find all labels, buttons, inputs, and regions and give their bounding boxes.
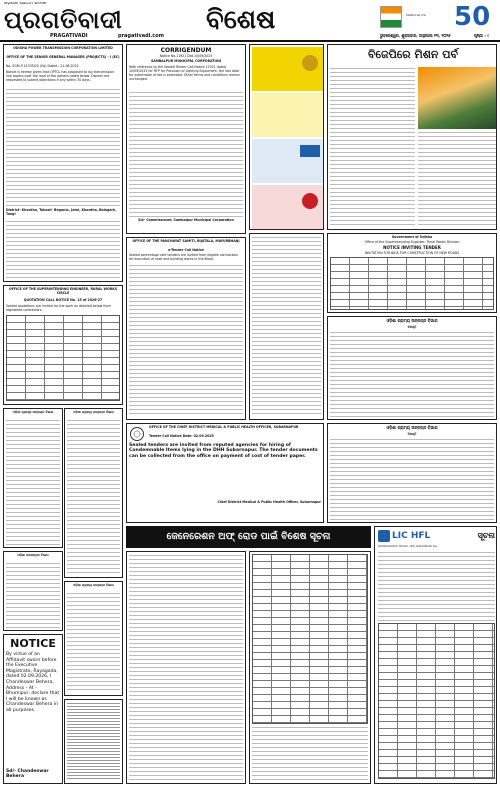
political-news-lines-right [418, 131, 496, 227]
corrigendum-sign: Sd/- Commissioner, Sambalpur Municipal Corporation [138, 218, 234, 222]
rwd-headline: NOTICE INVITING TENDER [383, 245, 441, 250]
left-odia-notice-1-title: ଓଡ଼ିଶା ଗ୍ରାମ୍ୟ ଉନ୍ନୟନ ବିଭାଗ [12, 410, 54, 414]
panchayat-title: OFFICE OF THE PANCHAYAT SAMITI, BIJATALA, MAYURBHANJ [132, 239, 240, 243]
panchayat-sub: e-Tender Call Notice [168, 248, 204, 252]
corrigendum-body: With reference to the Sealed Tender Call Notice 11921 dated 10/09/2025 for RFP for Provision of Lighting Equipment, the last date for submission of bid is extended. Other terms and conditions remain unchanged. [129, 65, 240, 81]
rwd-title: Government of Odisha [391, 235, 433, 239]
opt-header: ODISHA POWER TRANSMISSION CORPORATION LIMITED [13, 46, 113, 50]
masthead [0, 0, 500, 42]
page-number: ପୃଷ୍ଠା : ୯ [474, 34, 490, 38]
left-odia-notice-1-lines [6, 419, 60, 545]
left-odia-notice-2-title: ଓଡ଼ିଶା ଗ୍ରାମ୍ୟ ଉନ୍ନୟନ ବିଭାଗ [73, 410, 114, 414]
left-odia-notice-2-lines [67, 419, 120, 575]
left-odia-notice-3-lines [6, 562, 60, 628]
opt-office: OFFICE OF THE SENIOR GENERAL MANAGER (PROJECTS) - I (EC) [6, 55, 120, 59]
left-odia-notice-1 [3, 408, 63, 548]
banner-text: ଜେନେରେଶନ ଅଫ୍ ରୋଡ ପାଇଁ ବିଶେଷ ସୂଚନା [166, 531, 331, 542]
right-odia-tender-2-lines [330, 438, 494, 520]
name-change-notice [3, 634, 63, 784]
lic-logo-icon [378, 530, 390, 542]
anniversary-number: 50 [454, 2, 491, 32]
quotation-notice [3, 285, 123, 405]
health-title: OFFICE OF THE CHIEF DISTRICT MEDICAL & PUBLIC HEALTH OFFICER, SUBARNAPUR [149, 425, 299, 429]
health-body: Sealed tenders are invited from reputed agencies for hiring of Condemnable Items lying in the DHH Subarnapur. The tender documents can be collected from the office on payment of cost of tender paper. [129, 443, 318, 459]
opt-districts: District- Khordha, Tahasil- Begunia, Jatni, Khordha, Bolagarh, Tangi [6, 208, 117, 216]
corrigendum-org: SAMBALPUR MUNICIPAL CORPORATION [150, 59, 222, 63]
notice-title: NOTICE [10, 637, 56, 650]
promo-block-2 [252, 93, 323, 137]
health-logo-icon [130, 427, 144, 441]
rwd-body: INVITATION FOR BIDS FOR CONSTRUCTION OF NEW ROADS [364, 251, 460, 255]
lic-body: ସର୍ବସାଧାରଣଙ୍କ ଅବଗତି ପାଇଁ ଜଣାଯାଉଅଛି ଯେ [378, 545, 437, 548]
anniversary-caption: ଗୌରବମୟ ବର୍ଷ [406, 14, 426, 17]
political-news [327, 44, 497, 230]
left-small-ad [64, 699, 123, 784]
political-photo [418, 67, 496, 129]
centre-odia-story-lines [252, 236, 321, 417]
right-odia-tender-2-title: ଓଡ଼ିଶା ଗ୍ରାମ୍ୟ ଉନ୍ନୟନ ବିଭାଗ [386, 425, 438, 430]
notice-body: By virtue of an Affidavit sworn before the Executive Magistrate, Rayagada, dated 02.09.2026, I Chandeswar Behera, Address - At - Bhumipur, declare that I will be known as Chandeswar Behera in all purposes. [6, 652, 60, 713]
right-odia-tender-1-sub: ବିଜ୍ଞପ୍ତି [407, 325, 417, 329]
corrigendum-notice-no: Notice No.11921 Dtd.10/09/2025 [159, 54, 213, 58]
quotation-office: OFFICE OF THE SUPERINTENDING ENGINEER, RURAL WORKS CIRCLE [8, 287, 117, 295]
lower-table-notice [249, 551, 371, 784]
lower-table-lines [252, 726, 368, 781]
anniversary-flag-icon [380, 6, 402, 28]
panchayat-notice [126, 237, 246, 420]
lic-lines [378, 551, 495, 621]
road-generation-banner [126, 526, 371, 548]
health-sign: Chief District Medical & Public Health Officer, Subarnapur [217, 500, 321, 504]
promo-flower-icon [302, 193, 318, 209]
corrigendum-title: CORRIGENDUM [160, 47, 212, 54]
rwd-office: Office of the Superintending Engineer, Rural Works Division [364, 240, 460, 244]
opt-body: Notice is hereby given that OPTCL has proposed to lay transmission line towers over the land of the owners noted below. Owners are requested to submit objections if any within 30 days. [6, 70, 115, 82]
rwd-tender [327, 233, 497, 313]
political-news-lines-left [330, 67, 415, 227]
promo-column [249, 44, 324, 230]
lower-notice-1-lines [129, 554, 243, 781]
lic-title: ସୂଚନା [477, 531, 495, 540]
opt-body-lines [6, 88, 120, 208]
opt-footer-lines [6, 220, 120, 278]
left-odia-notice-3 [3, 551, 63, 631]
quotation-title: QUOTATION CALL NOTICE No. 15 of 2026-27 [23, 298, 103, 302]
masthead-latin-name: PRAGATIVADI [50, 33, 88, 39]
masthead-title: ପ୍ରଗତିବାଦୀ [4, 7, 123, 33]
lic-hfl-notice [374, 526, 497, 784]
lic-table [378, 623, 495, 779]
masthead-top-line: ଓଡ଼ିଶାର ପ୍ରଥମ ଦୈନିକ [4, 2, 47, 6]
left-odia-notice-4-title: ଓଡ଼ିଶା ଗ୍ରାମ୍ୟ ଉନ୍ନୟନ ବିଭାଗ [73, 583, 114, 587]
health-notice: Tender Call Notice Date: 02.09.2025 [149, 434, 214, 438]
opt-notice [3, 44, 123, 282]
lower-table [252, 554, 368, 724]
left-odia-notice-2 [64, 408, 123, 578]
anniversary-logo [380, 2, 496, 34]
section-title: ବିଶେଷ [206, 5, 276, 35]
opt-notice-no: No. SGM-P-I/1535/25 (Eq) Dated : 21.08.2025 [6, 64, 79, 68]
political-headline: ବିଜେପିରେ ମିଶନ ପର୍ବ [367, 48, 459, 61]
right-odia-tender-2-sub: ବିଜ୍ଞପ୍ତି [407, 432, 417, 436]
right-odia-tender-1 [327, 316, 497, 420]
rwd-table [330, 257, 494, 310]
right-odia-tender-1-title: ଓଡ଼ିଶା ଗ୍ରାମ୍ୟ ଉନ୍ନୟନ ବିଭାଗ [386, 318, 438, 323]
corrigendum-notice [126, 44, 246, 234]
left-small-ad-lines [67, 702, 120, 781]
date-line: ଭୁବନେଶ୍ୱର, ଶୁକ୍ରବାର, ଜାନୁଆରୀ ୨୩, ୨୦୨୬ [380, 34, 451, 38]
left-odia-notice-4-lines [67, 592, 120, 693]
quotation-body: Sealed quotations are invited for the work as detailed below from registered contractors. [6, 304, 111, 312]
notice-sign: Sd/- Chandeswar Behera [6, 769, 49, 779]
promo-coin-icon [302, 55, 318, 71]
promo-truck-icon [300, 145, 320, 157]
left-odia-notice-3-title: ଓଡ଼ିଶା ଜଳସମ୍ପଦ ବିଭାଗ [17, 553, 49, 557]
panchayat-body: Sealed percentage rate tenders are invited from eligible contractors for execution of road and building works in the Block. [129, 253, 238, 261]
lic-brand: LIC HFL [392, 531, 431, 541]
right-odia-tender-2 [327, 423, 497, 523]
quotation-table [6, 315, 120, 401]
health-tender [126, 423, 324, 523]
corrigendum-lines [129, 91, 243, 219]
panchayat-lines [129, 264, 243, 416]
lower-notice-1 [126, 551, 246, 784]
left-odia-notice-4 [64, 581, 123, 696]
right-odia-tender-1-lines [330, 331, 494, 417]
centre-odia-story [249, 233, 324, 420]
masthead-website: pragativadi.com [118, 33, 164, 39]
